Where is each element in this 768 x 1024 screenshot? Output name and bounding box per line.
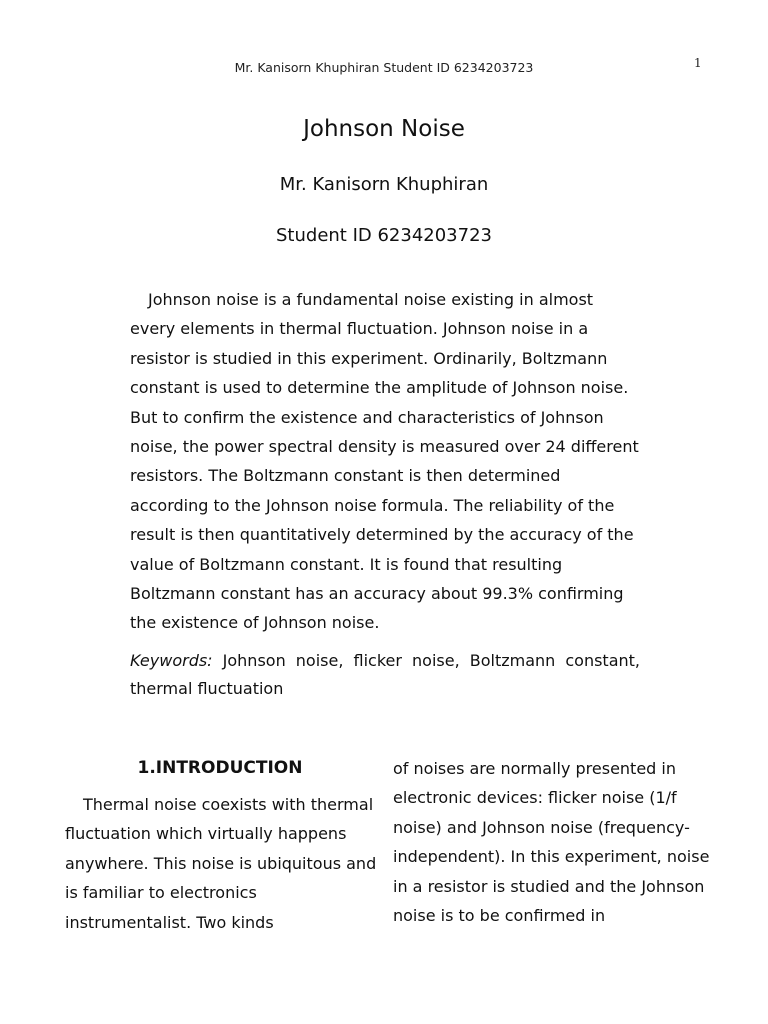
abstract-paragraph: Johnson noise is a fundamental noise existing in almost every elements in thermal fluctuation. Johnson noise in a resistor is studied in this experiment. Ordinarily, Boltzmann constant is used to determine the amplitude of Johnson noise. But to confirm the existence and characteristics of Johnson noise, the power spectral density is measured over 24 different resistors. The Boltzmann constant is then determined according to the Johnson noise formula. The reliability of the result is then quantitatively determined by the accuracy of the value of Boltzmann constant. It is found that resulting Boltzmann constant has an accuracy about 99.3% confirming the existence of Johnson noise. bbox=[130, 290, 639, 633]
introduction-right-column: of noises are normally presented in electronic devices: flicker noise (1/f noise) and Johnson noise (frequency-independent). In this experiment, noise in a resistor is studied and the Johnson noise is to be confirmed in bbox=[393, 759, 710, 926]
introduction-left-column: Thermal noise coexists with thermal fluctuation which virtually happens anywhere. This noise is ubiquitous and is familiar to electronics instrumentalist. Two kinds bbox=[65, 795, 377, 932]
keywords-text: Johnson noise, flicker noise, Boltzmann constant, thermal fluctuation bbox=[130, 651, 640, 698]
paper-title: Johnson Noise bbox=[303, 116, 465, 142]
keywords-label: Keywords: bbox=[130, 651, 213, 670]
running-header: Mr. Kanisorn Khuphiran Student ID 6234203723 bbox=[234, 60, 534, 75]
keywords-line bbox=[130, 647, 640, 703]
author-name: Mr. Kanisorn Khuphiran bbox=[279, 174, 489, 195]
page-number: 1 bbox=[694, 56, 702, 70]
student-id: Student ID 6234203723 bbox=[276, 225, 492, 246]
section-heading-introduction: 1.INTRODUCTION bbox=[137, 758, 303, 778]
